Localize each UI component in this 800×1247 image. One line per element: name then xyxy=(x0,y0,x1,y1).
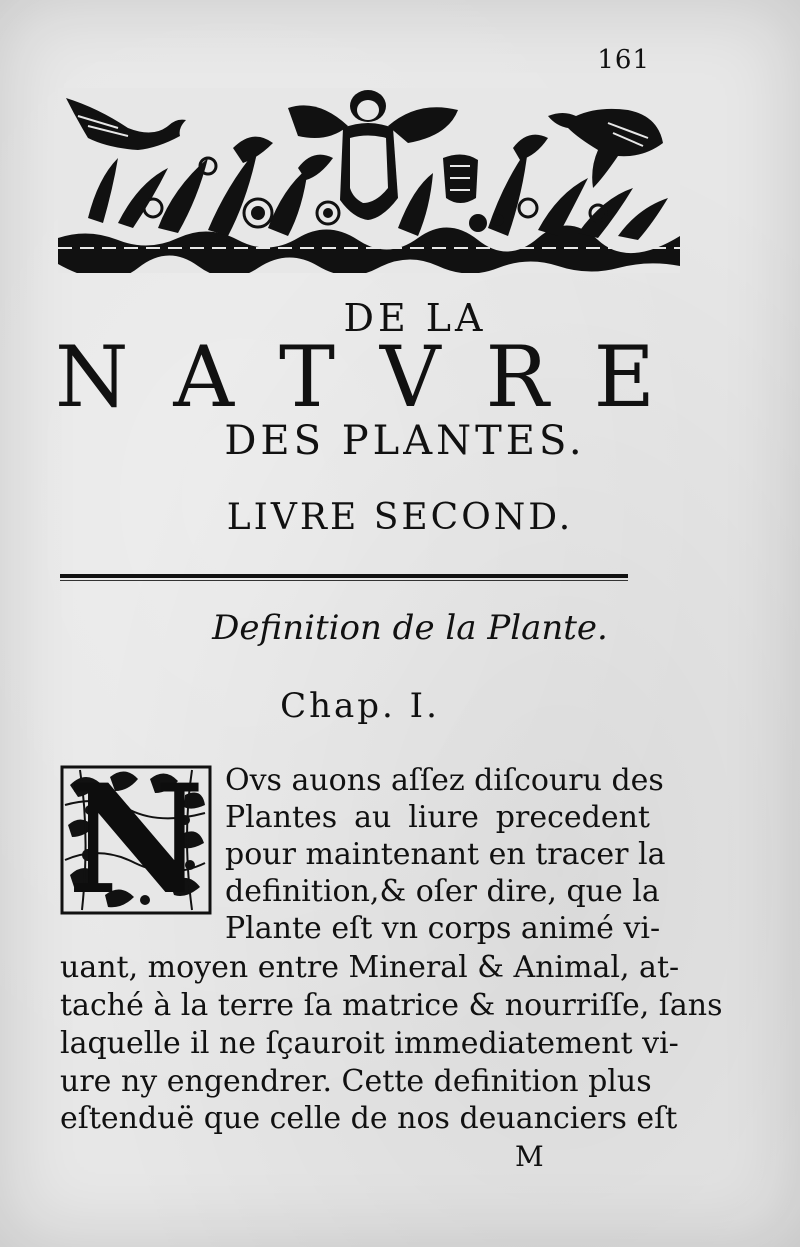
title-letter: V xyxy=(379,328,441,426)
body-line: pour maintenant en tracer la xyxy=(225,837,666,872)
drop-cap-letter: N xyxy=(67,752,205,928)
page-number: 161 xyxy=(597,45,650,75)
body-line: ure ny engendrer. Cette definition plus xyxy=(60,1064,652,1099)
title-des-plantes: DES PLANTES. xyxy=(224,418,586,464)
title-letter: E xyxy=(593,328,655,426)
title-letter: N xyxy=(55,328,129,426)
title-letter: A xyxy=(173,328,235,426)
body-line: uant, moyen entre Mineral & Animal, at- xyxy=(60,950,680,985)
chapter-heading: Chap. I. xyxy=(280,686,440,726)
title-nature xyxy=(55,328,655,426)
catchword: M xyxy=(515,1140,544,1173)
body-line: definition,& oſer dire, que la xyxy=(225,874,660,909)
body-line: taché à la terre ſa matrice & nourriſſe, ſans xyxy=(60,988,723,1023)
body-line: eſtenduë que celle de nos deuanciers eſt xyxy=(60,1101,678,1136)
title-livre-second: LIVRE SECOND. xyxy=(226,497,574,538)
horizontal-rule xyxy=(60,574,628,578)
body-line: Plante eſt vn corps animé vi- xyxy=(225,911,661,946)
body-line: Ovs auons aſſez diſcouru des xyxy=(225,763,664,798)
body-line: laquelle il ne ſçauroit immediatement vi- xyxy=(60,1026,679,1061)
title-letter: T xyxy=(278,328,336,426)
title-de-la: DE LA xyxy=(343,296,487,340)
body-line: Plantes au liure precedent xyxy=(225,800,650,835)
floral-headpiece-icon xyxy=(58,88,680,273)
section-title: Definition de la Plante. xyxy=(212,608,608,648)
title-letter: R xyxy=(485,328,549,426)
